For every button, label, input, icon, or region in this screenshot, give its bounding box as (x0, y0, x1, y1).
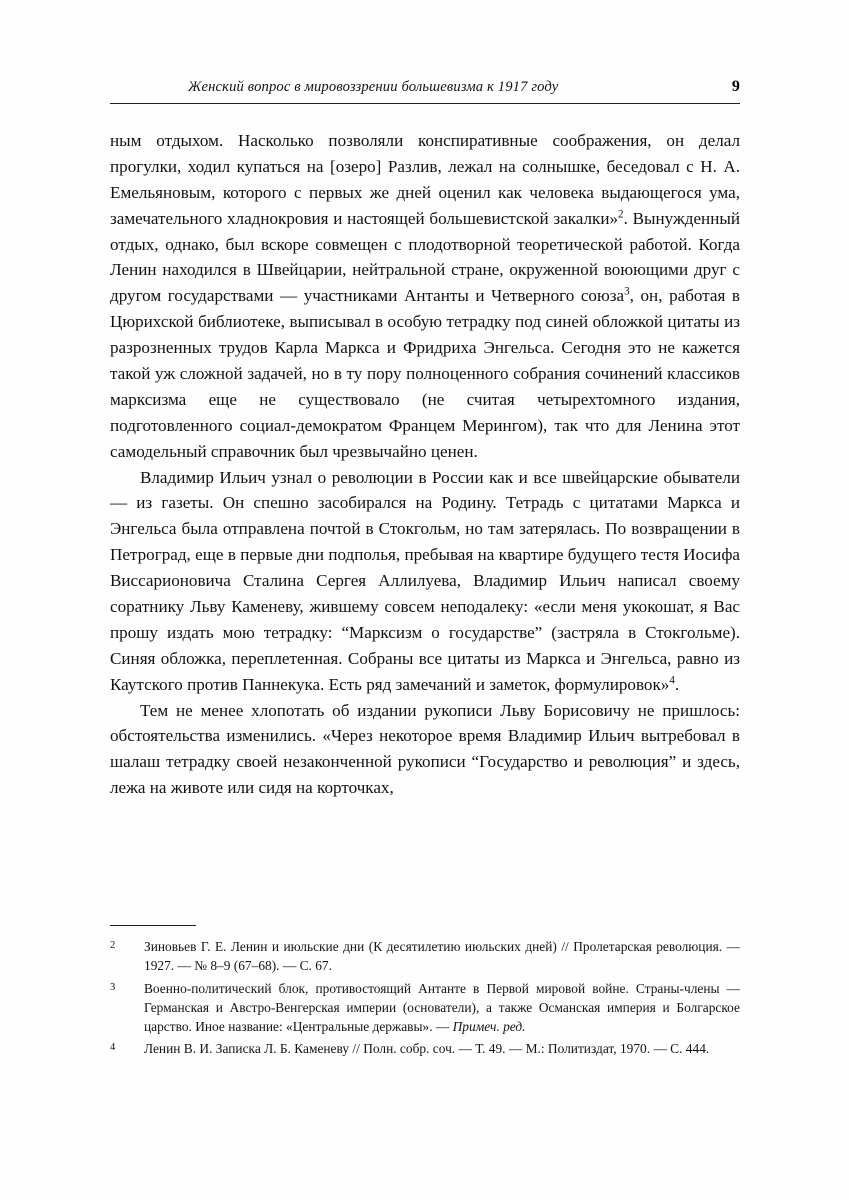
running-head (110, 78, 740, 96)
footnote-number: 4 (110, 1042, 116, 1054)
body-text (110, 128, 740, 801)
footnote-text: Зиновьев Г. Е. Ленин и июльские дни (К десятилетию июльских дней) // Пролетарская революция. — 1927. — № 8–9 (67–68). — С. 67. (144, 939, 740, 974)
footnotes-section (110, 925, 740, 1062)
paragraph: Тем не менее хлопотать об издании рукописи Льву Борисовичу не пришлось: обстоятельства изменились. «Через некоторое время Владимир Ильич вытребовал в шалаш тетрадку своей незаконченной рукописи “Государство и революция” и здесь, лежа на животе или сидя на корточках, (110, 700, 740, 798)
footnote-text: Военно-политический блок, противостоящий Антанте в Первой мировой войне. Страны-члены — Германская и Австро-Венгерская империи (основатели), а также Османская империя и Болгарское царство. Иное название: «Центральные державы». — Примеч. ред. (144, 980, 740, 1035)
footnote-item (110, 1039, 740, 1058)
footnote-text: Ленин В. И. Записка Л. Б. Каменеву // Полн. собр. соч. — Т. 49. — М.: Политиздат, 1970. — С. 444. (144, 1041, 710, 1057)
footnote-item (110, 937, 740, 976)
footnote-separator (110, 925, 196, 926)
footnote-number: 2 (110, 940, 116, 951)
paragraph: Владимир Ильич узнал о революции в России как и все швейцарские обыватели — из газеты. Он спешно засобирался на Родину. Тетрадь с цитатами Маркса и Энгельса была отправлена почтой в Стокгольм, но там затерялась. По возвращении в Петроград, еще в первые дни подполья, пребывая на квартире будущего тестя Иосифа Виссарионовича Сталина Сергея Аллилуева, Владимир Ильич написал своему соратнику Льву Каменеву, жившему совсем неподалеку: «если меня укокошат, я Вас прошу издать мою тетрадку: “Марксизм о государстве” (застряла в Стокгольме). Синяя обложка, переплетенная. Собраны все цитаты из Маркса и Энгельса, равно из Каутского против Паннекука. Есть ряд замечаний и заметок, формулировок»$^4$. (110, 467, 740, 694)
page-number: 9 (731, 78, 740, 95)
footnote-number: 3 (110, 981, 116, 993)
paragraph: ным отдыхом. Насколько позволяли конспиративные соображения, он делал прогулки, ходил купаться на [озеро] Разлив, лежал на солнышке, беседовал с Н. А. Емельяновым, которого с первых же дней оценил как человека выдающегося ума, замечательного хладнокровия и настоящей большевистской закалки»$^2$. Вынужденный отдых, однако, был вскоре совмещен с плодотворной теоретической работой. Когда Ленин находился в Швейцарии, нейтральной стране, окруженной воюющими друг с другом государствами — участниками Антанты и Четверного союза$^3$, он, работая в Цюрихской библиотеке, выписывал в особую тетрадку под синей обложкой цитаты из разрозненных трудов Карла Маркса и Фридриха Энгельса. Сегодня это не кажется такой уж сложной задачей, но в ту пору полноценного собрания сочинений классиков марксизма еще не существовало (не считая четырехтомного издания, подготовленного социал-демократом Францем Мерингом), так что для Ленина этот самодельный справочник был чрезвычайно ценен. (110, 131, 741, 461)
running-head-title: Женский вопрос в мировоззрении большевизма к 1917 году (188, 79, 559, 95)
running-head-rule (110, 103, 740, 104)
footnote-item (110, 979, 740, 1037)
page-content (110, 78, 740, 801)
